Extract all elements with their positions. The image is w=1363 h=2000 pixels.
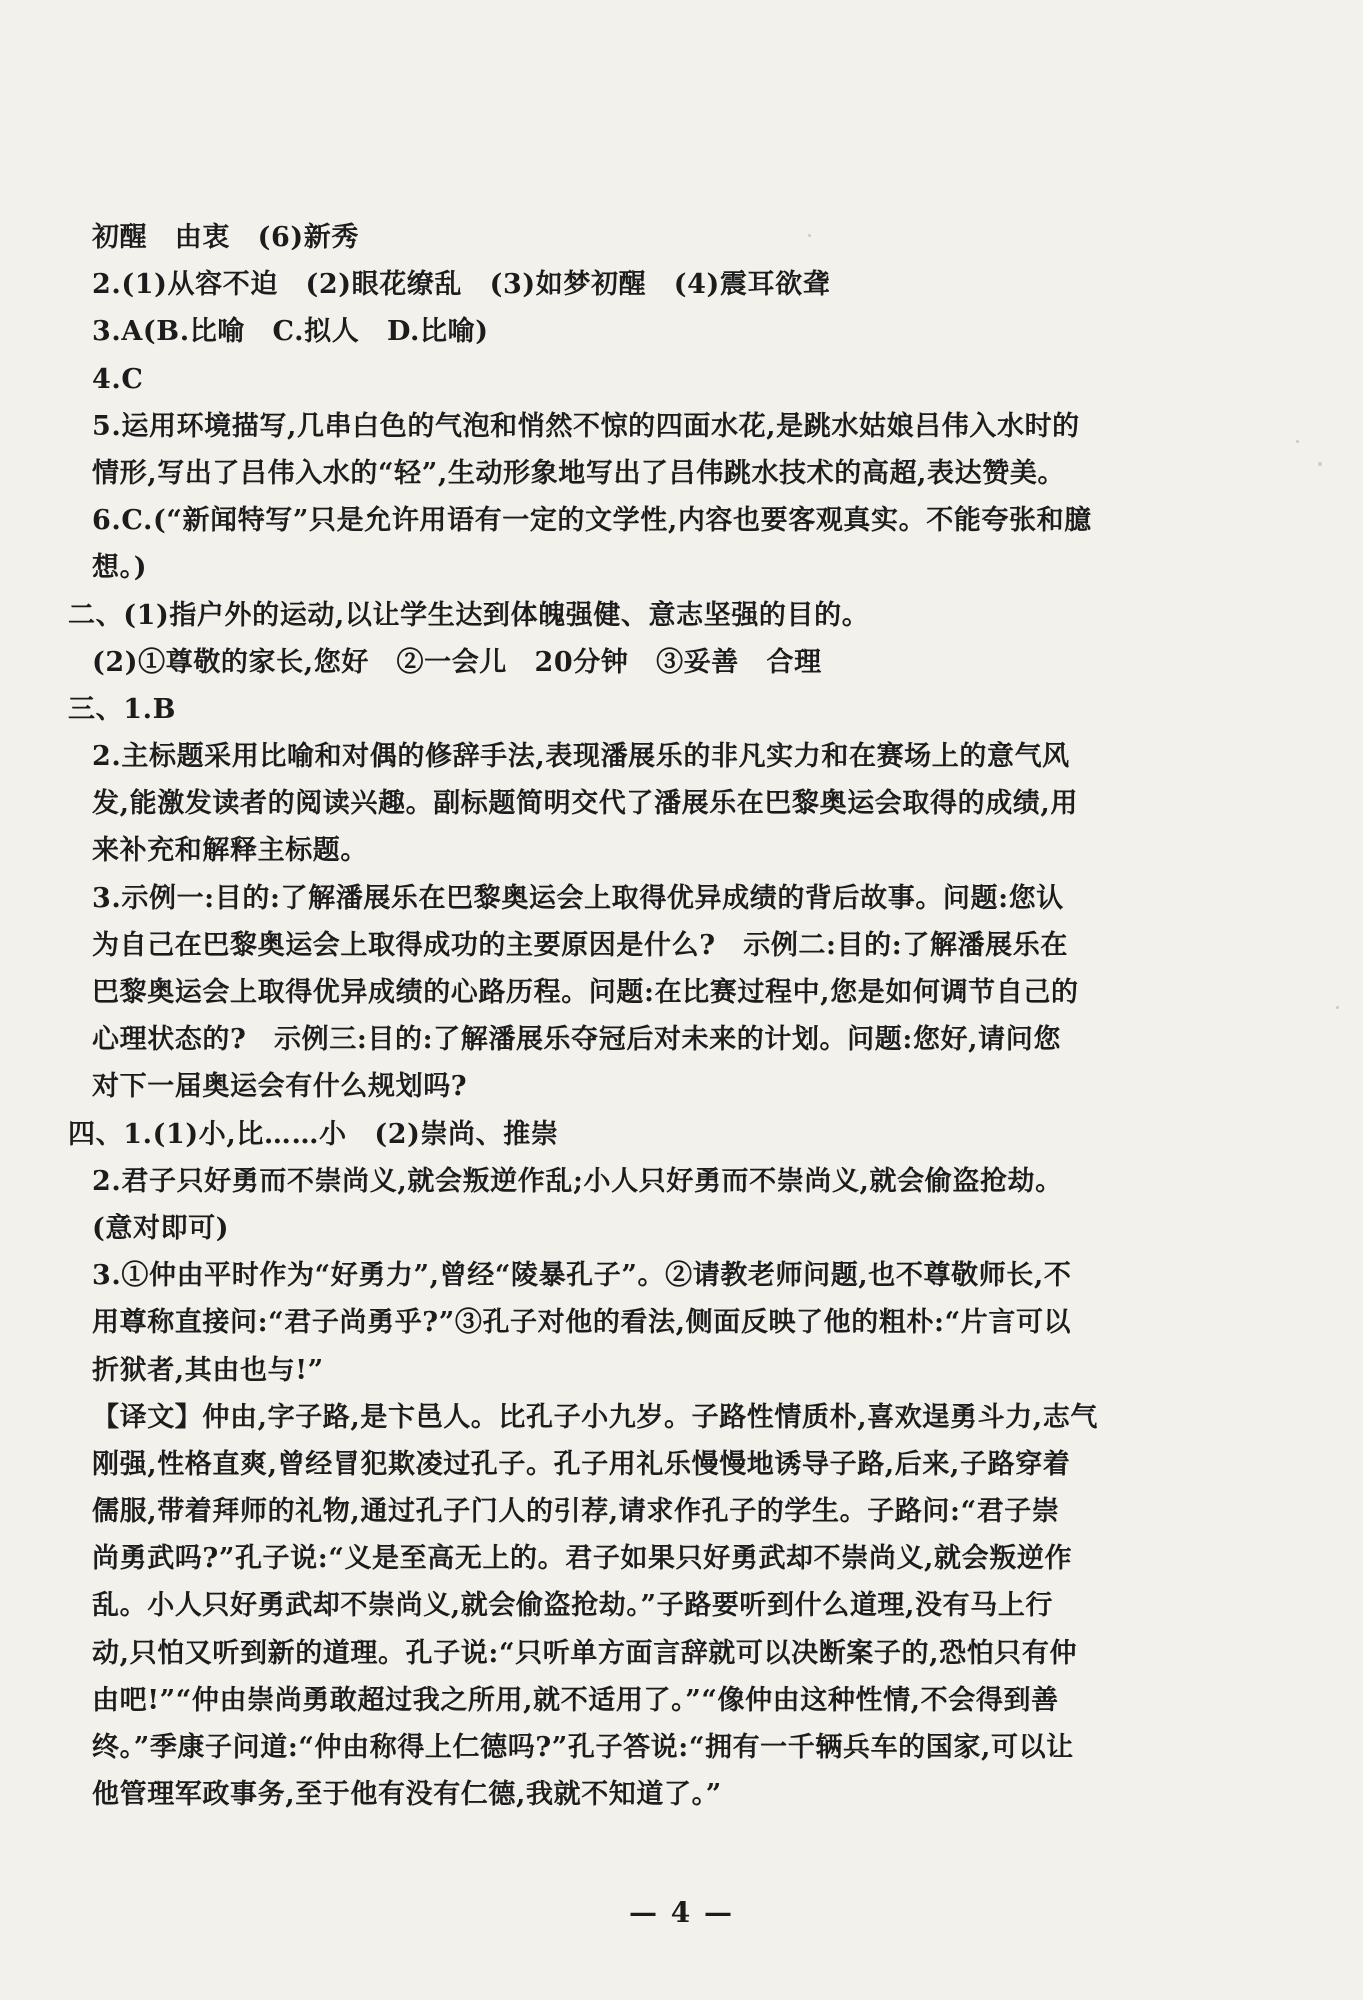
translation-line: 尚勇武吗?”孔子说:“义是至高无上的。君子如果只好勇武却不崇尚义,就会叛逆作 [92,1543,1073,1575]
translation-line: 由吧!”“仲由崇尚勇敢超过我之所用,就不适用了。”“像仲由这种性情,不会得到善 [92,1684,1059,1716]
text-line: 3.A(B.比喻 C.拟人 D.比喻) [92,316,489,348]
translation-line: 刚强,性格直爽,曾经冒犯欺凌过孔子。孔子用礼乐慢慢地诱导子路,后来,子路穿着 [92,1448,1071,1480]
text-line: 折狱者,其由也与!” [92,1354,324,1386]
translation-line: 乱。小人只好勇武却不崇尚义,就会偷盗抢劫。”子路要听到什么道理,没有马上行 [92,1590,1054,1622]
scan-speck [1336,1006,1339,1009]
text-line: 2.君子只好勇而不崇尚义,就会叛逆作乱;小人只好勇而不崇尚义,就会偷盗抢劫。 [92,1165,1063,1197]
text-line: 巴黎奥运会上取得优异成绩的心路历程。问题:在比赛过程中,您是如何调节自己的 [92,977,1079,1008]
text-line: 发,能激发读者的阅读兴趣。副标题简明交代了潘展乐在巴黎奥运会取得的成绩,用 [92,788,1078,820]
text-line: 用尊称直接问:“君子尚勇乎?”③孔子对他的看法,侧面反映了他的粗朴:“片言可以 [92,1307,1072,1339]
text-line: 3.示例一:目的:了解潘展乐在巴黎奥运会上取得优异成绩的背后故事。问题:您认 [92,882,1064,914]
text-line: 初醒 由衷 (6)新秀 [92,222,359,253]
translation-line: 儒服,带着拜师的礼物,通过孔子门人的引荐,请求作孔子的学生。子路问:“君子崇 [92,1496,1060,1528]
section-heading-line: 二、(1)指户外的运动,以让学生达到体魄强健、意志坚强的目的。 [68,599,870,631]
text-line: 对下一届奥运会有什么规划吗? [92,1071,468,1103]
text-line: 3.①仲由平时作为“好勇力”,曾经“陵暴孔子”。②请教老师问题,也不尊敬师长,不 [92,1260,1072,1292]
text-line: 2.主标题采用比喻和对偶的修辞手法,表现潘展乐的非凡实力和在赛场上的意气风 [92,741,1070,773]
text-line: 心理状态的? 示例三:目的:了解潘展乐夺冠后对未来的计划。问题:您好,请问您 [92,1024,1061,1056]
text-line: 为自己在巴黎奥运会上取得成功的主要原因是什么? 示例二:目的:了解潘展乐在 [92,929,1068,961]
text-line: (意对即可) [92,1212,230,1244]
translation-line: 动,只怕又听到新的道理。孔子说:“只听单方面言辞就可以决断案子的,恐怕只有仲 [92,1637,1078,1669]
translation-line: 他管理军政事务,至于他有没有仁德,我就不知道了。” [92,1779,722,1811]
translation-line: 终。”季康子问道:“仲由称得上仁德吗?”孔子答说:“拥有一千辆兵车的国家,可以让 [92,1732,1074,1763]
text-line: (2)①尊敬的家长,您好 ②一会儿 20分钟 ③妥善 合理 [92,646,822,678]
text-line: 2.(1)从容不迫 (2)眼花缭乱 (3)如梦初醒 (4)震耳欲聋 [92,269,831,301]
text-line: 6.C.(“新闻特写”只是允许用语有一定的文学性,内容也要客观真实。不能夸张和臆 [92,505,1092,537]
section-heading-line: 四、1.(1)小,比……小 (2)崇尚、推崇 [68,1118,559,1150]
text-line: 想。) [92,552,148,584]
text-line: 来补充和解释主标题。 [92,835,368,867]
translation-line: 【译文】仲由,字子路,是卞邑人。比孔子小九岁。子路性情质朴,喜欢逞勇斗力,志气 [92,1401,1098,1433]
text-line: 4.C [92,363,144,395]
page-number: — 4 — [629,1896,734,1929]
scan-speck [1296,440,1299,443]
section-heading-line: 三、1.B [68,693,177,725]
scan-speck [1318,462,1322,466]
text-line: 5.运用环境描写,几串白色的气泡和悄然不惊的四面水花,是跳水姑娘吕伟入水时的 [92,410,1080,442]
text-line: 情形,写出了吕伟入水的“轻”,生动形象地写出了吕伟跳水技术的高超,表达赞美。 [92,457,1066,489]
answer-text [68,214,1168,1818]
